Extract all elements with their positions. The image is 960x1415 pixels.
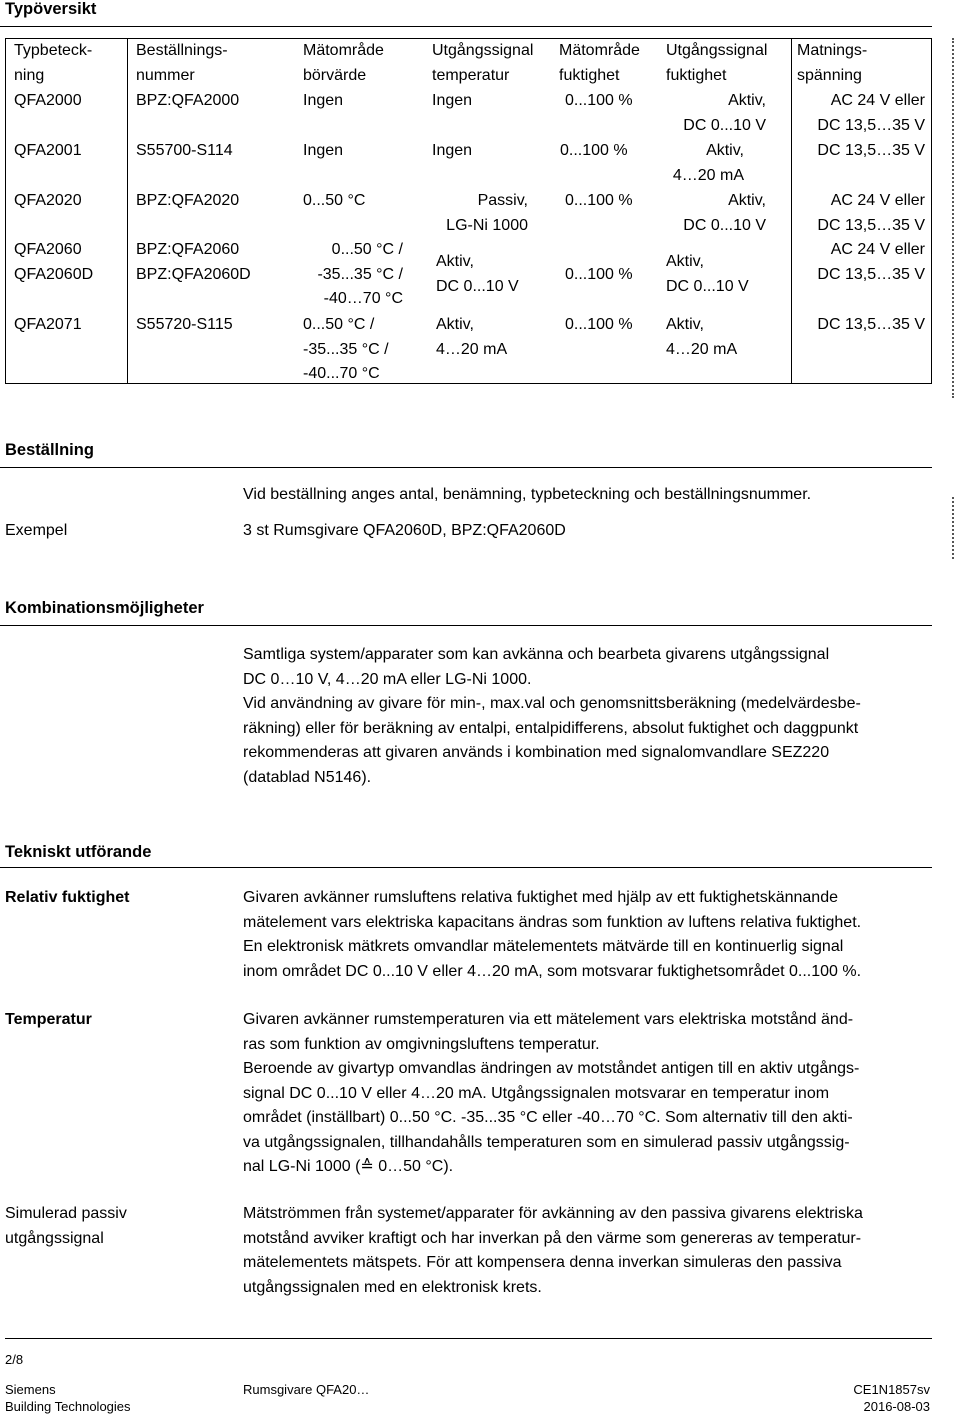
cell-supply: DC 13,5…35 V bbox=[817, 316, 925, 333]
label-temperature: Temperatur bbox=[5, 1011, 92, 1028]
cell-setpoint: 0...50 °C bbox=[303, 192, 366, 209]
cell-humidity-output: Aktiv, DC 0...10 V bbox=[683, 92, 766, 134]
cell-temp-output: Aktiv, 4…20 mA bbox=[436, 316, 508, 358]
table-border-bottom bbox=[5, 383, 932, 384]
cell-order: BPZ:QFA2060 BPZ:QFA2060D bbox=[136, 241, 251, 283]
example-label: Exempel bbox=[5, 522, 68, 539]
section-title-ordering: Beställning bbox=[5, 441, 94, 459]
cell-humidity-range: 0...100 % bbox=[565, 266, 633, 283]
section-rule bbox=[0, 625, 932, 626]
cell-humidity-range: 0...100 % bbox=[565, 316, 633, 333]
header-supply-voltage: Matnings- spänning bbox=[797, 42, 868, 84]
table-border-left bbox=[5, 38, 6, 384]
margin-dotted-line bbox=[952, 497, 954, 559]
combinations-text: Samtliga system/apparater som kan avkänna och bearbeta givarens utgångssignal DC 0…10 V, 4…20 mA eller LG-Ni 1000. Vid användning av givare för min-, max.val och genomsnittsberäkning (medelvärdesbe- räkning) eller för beräkning av entalpi, entalpidifferens, absolut fuktighet och daggpunkt rekommenderas att givaren används i kombination med signalomvandlare SEZ220 (datablad N5146). bbox=[243, 646, 861, 786]
ordering-instruction: Vid beställning anges antal, benämning, typbeteckning och beställningsnummer. bbox=[243, 486, 812, 503]
header-humidity-range: Mätområde fuktighet bbox=[559, 42, 640, 84]
footer-doc-id: CE1N1857sv bbox=[853, 1382, 930, 1397]
header-humidity-output: Utgångssignal fuktighet bbox=[666, 42, 768, 84]
section-title-combinations: Kombinationsmöjligheter bbox=[5, 599, 204, 617]
cell-setpoint: Ingen bbox=[303, 142, 344, 159]
cell-order: S55720-S115 bbox=[136, 316, 233, 333]
footer-product: Rumsgivare QFA20… bbox=[243, 1382, 370, 1397]
cell-type: QFA2000 bbox=[14, 92, 82, 109]
footer-division: Building Technologies bbox=[5, 1399, 131, 1414]
cell-supply: AC 24 V eller DC 13,5…35 V bbox=[817, 192, 925, 234]
cell-type: QFA2001 bbox=[14, 142, 82, 159]
margin-dotted-line bbox=[952, 38, 954, 398]
cell-order: BPZ:QFA2000 bbox=[136, 92, 240, 109]
cell-type: QFA2071 bbox=[14, 316, 82, 333]
label-simulated-passive-output: Simulerad passiv utgångssignal bbox=[5, 1205, 127, 1247]
cell-humidity-range: 0...100 % bbox=[565, 92, 633, 109]
table-divider bbox=[791, 38, 792, 384]
cell-type: QFA2060 QFA2060D bbox=[14, 241, 94, 283]
section-rule bbox=[0, 26, 932, 27]
footer-rule bbox=[5, 1338, 932, 1339]
section-rule bbox=[0, 867, 932, 868]
cell-setpoint: 0...50 °C / -35...35 °C / -40…70 °C bbox=[317, 241, 403, 307]
cell-humidity-range: 0...100 % bbox=[560, 142, 628, 159]
cell-temp-output: Passiv, LG-Ni 1000 bbox=[446, 192, 528, 234]
cell-temp-output: Ingen bbox=[432, 92, 473, 109]
section-title-technical: Tekniskt utförande bbox=[5, 843, 152, 861]
cell-supply: AC 24 V eller DC 13,5…35 V bbox=[817, 241, 925, 283]
text-simulated-passive-output: Mätströmmen från systemet/apparater för avkänning av den passiva givarens elektriska motstånd avviker kraftigt och har inverkan på den värme som genereras av temperatur- mätelementets mätspets. För att kompensera denna inverkan simuleras den passiva utgångssignalen med en elektronisk krets. bbox=[243, 1205, 863, 1296]
cell-temp-output: Ingen bbox=[432, 142, 473, 159]
cell-humidity-output: Aktiv, 4…20 mA bbox=[666, 316, 738, 358]
text-relative-humidity: Givaren avkänner rumsluftens relativa fuktighet med hjälp av ett fuktighetskännande mätelement vars elektriska kapacitans ändras som funktion av luftens relativa fuktighet. En elektronisk mätkrets omvandlar mätelementets mätvärde till en kontinuerlig signal inom området DC 0...10 V eller 4…20 mA, som motsvarar fuktighetsområdet 0...100 %. bbox=[243, 889, 862, 980]
cell-humidity-output: Aktiv, DC 0...10 V bbox=[666, 253, 749, 295]
section-rule bbox=[0, 467, 932, 468]
footer-date: 2016-08-03 bbox=[863, 1399, 930, 1414]
text-temperature: Givaren avkänner rumstemperaturen via ett mätelement vars elektriska motstånd änd- ras som funktion av omgivningsluftens temperatur. Beroende av givartyp omvandlas ändringen av motståndet antigen till en aktiv utgångs- signal DC 0...10 V eller 4…20 mA. Utgångssignalen motsvarar en temperatur inom området (inställbart) 0...50 °C. -35...35 °C eller -40…70 °C. Som alternativ till den akti- va utgångssignalen, tillhandahålls temperaturen som en simulerad passiv utgångssig- nal LG-Ni 1000 (≙ 0…50 °C). bbox=[243, 1011, 860, 1175]
cell-humidity-output: Aktiv, 4…20 mA bbox=[672, 142, 744, 184]
cell-humidity-range: 0...100 % bbox=[565, 192, 633, 209]
cell-order: S55700-S114 bbox=[136, 142, 233, 159]
header-temp-output: Utgångssignal temperatur bbox=[432, 42, 534, 84]
footer-company: Siemens bbox=[5, 1382, 56, 1397]
header-type: Typbeteck- ning bbox=[14, 42, 93, 84]
page-number: 2/8 bbox=[5, 1352, 24, 1367]
section-title-overview: Typöversikt bbox=[5, 0, 97, 18]
cell-order: BPZ:QFA2020 bbox=[136, 192, 240, 209]
cell-type: QFA2020 bbox=[14, 192, 82, 209]
cell-supply: DC 13,5…35 V bbox=[817, 142, 925, 159]
header-order-number: Beställnings- nummer bbox=[136, 42, 228, 84]
cell-setpoint: 0...50 °C / -35...35 °C / -40...70 °C bbox=[303, 316, 389, 382]
table-divider bbox=[127, 38, 128, 384]
cell-setpoint: Ingen bbox=[303, 92, 344, 109]
ordering-example: 3 st Rumsgivare QFA2060D, BPZ:QFA2060D bbox=[243, 522, 566, 539]
header-setpoint-range: Mätområde börvärde bbox=[303, 42, 384, 84]
label-relative-humidity: Relativ fuktighet bbox=[5, 889, 130, 906]
table-border-right bbox=[931, 38, 932, 384]
cell-supply: AC 24 V eller DC 13,5…35 V bbox=[817, 92, 925, 134]
cell-temp-output: Aktiv, DC 0...10 V bbox=[436, 253, 519, 295]
cell-humidity-output: Aktiv, DC 0...10 V bbox=[683, 192, 766, 234]
